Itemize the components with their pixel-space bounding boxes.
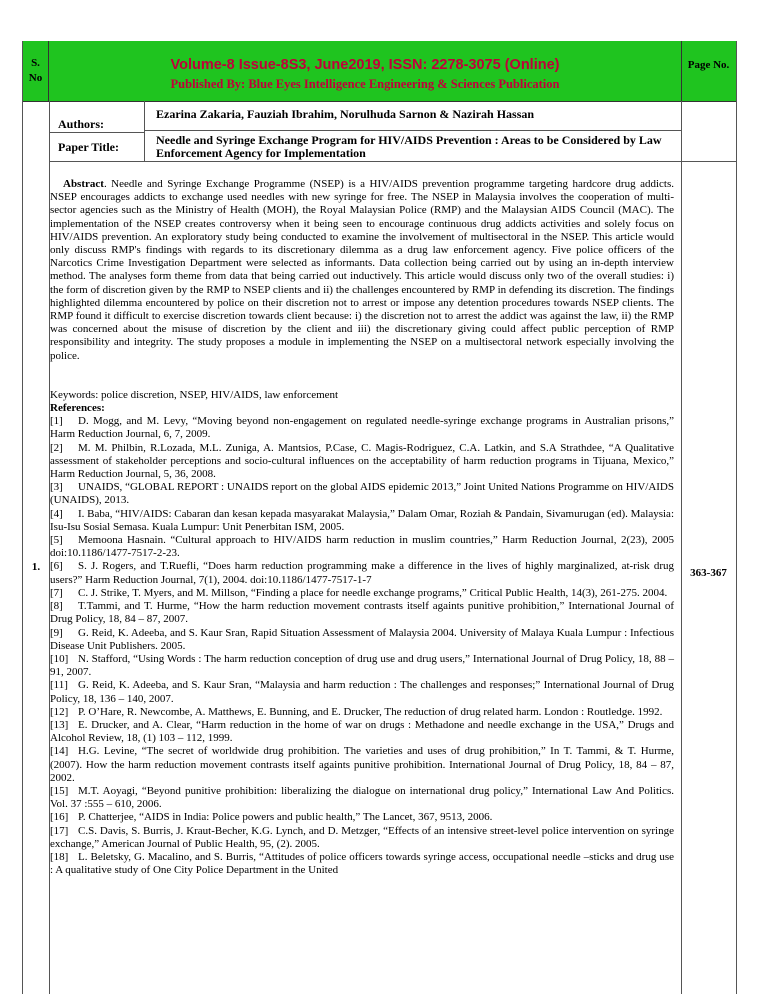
row-divider [49, 161, 736, 162]
page-column-divider [681, 101, 682, 994]
reference-text: UNAIDS, “GLOBAL REPORT : UNAIDS report on the global AIDS epidemic 2013,” Joint United Nations Programme on HIV/AIDS (UNAIDS), 2013. [50, 481, 674, 507]
reference-text: T.Tammi, and T. Hurme, “How the harm reduction movement contrasts itself againts punitive prohibition,” International Journal of Drug Policy, 18, 84 – 87, 2007. [50, 600, 674, 626]
reference-number: [11] [50, 679, 68, 692]
authors-label: Authors: [58, 117, 105, 131]
references-heading: References: [50, 402, 105, 415]
keywords: Keywords: police discretion, NSEP, HIV/AIDS, law enforcement [50, 388, 339, 401]
journal-title: Volume-8 Issue-8S3, June2019, ISSN: 2278-3075 (Online) [170, 57, 560, 73]
abstract [50, 178, 674, 363]
reference-text: G. Reid, K. Adeeba, and S. Kaur Sran, Rapid Situation Assessment of Malaysia 2004. University of Malaya Kuala Lumpur : Infectious Disease Unit Publishers. 2005. [50, 626, 674, 652]
reference-text: M.T. Aoyagi, “Beyond punitive prohibition: liberalizing the dialogue on international drug policy,” International Law And Politics. Vol. 37 :555 – 610, 2006. [50, 784, 674, 811]
reference-text: D. Mogg, and M. Levy, “Moving beyond non-engagement on regulated needle-syringe exchange programs in Australian prisons,” Harm Reduction Journal, 6, 7, 2009. [50, 415, 674, 441]
reference-number: [6] [50, 560, 63, 573]
row-divider [144, 130, 681, 131]
reference-item [50, 587, 674, 600]
reference-item [50, 719, 674, 745]
reference-number: [15] [50, 784, 69, 797]
serial-number: 1. [31, 561, 41, 573]
reference-number: [13] [50, 718, 69, 731]
label-column-divider [144, 101, 145, 161]
abstract-text: . Needle and Syringe Exchange Programme (NSEP) is a HIV/AIDS prevention programme targeting hardcore drug addicts. NSEP encourages addicts to exchange used needles with new syringe for free. The NSEP in Malaysia involves the cooperation of multi-sector agencies such as the Ministry of Health (MOH), the Royal Malaysian Police (RMP) and the Malaysian AIDS Council (MAC). The implementation of the NSEP creates controversy when it being seen to encourage continuous drug addicts activities and solely focus on HIV/AIDS prevention. An exploratory study being conducted to examine the involvement of multisectoral in the NSEP. This article would only discuss RMP's findings with regards to its discretionary dilemma as a drug law enforcement agency. Five police officers of the Narcotics Crime Investigation Department were selected as informants. Data collection being carried out by using an in-depth interview method. The analyses form theme from data that being carried out inductively. This article would discuss only two of the overall studies: i) the form of discretion given by the RMP to NSEP clients and ii) the challenges encountered by RMP in defending its discretion. The findings highlighted dilemma encountered by police on their discretion not to arrest or impose any detention procedures towards NSEP clients. The RMP found it difficult to exercise discretion towards client because: i) the discretion not to arrest the addict was against the law, ii) the RMP was concerned about the misuse of discretion by the client and iii) the discretionary giving could affect public perception of RMP responsibility and integrity. The study proposes a module in implementing the NSEP on a multisectoral network especially involving the police. [50, 178, 674, 362]
reference-item [50, 851, 674, 877]
reference-number: [10] [50, 652, 69, 665]
reference-item [50, 825, 674, 851]
reference-item [50, 627, 674, 653]
reference-text: E. Drucker, and A. Clear, “Harm reduction in the home of war on drugs : Methadone and needle exchange in the USA,” Drugs and Alcohol Review, 18, (1) 103 – 112, 1999. [50, 718, 674, 745]
reference-item [50, 811, 674, 824]
reference-text: Memoona Hasnain. “Cultural approach to HIV/AIDS harm reduction in muslim countries,” Harm Reduction Journal, 2(23), 2005 doi:10.1186/1477-7517-2-23. [50, 534, 674, 560]
reference-number: [2] [50, 441, 63, 454]
reference-number: [4] [50, 507, 63, 520]
table-header [23, 41, 736, 102]
reference-text: N. Stafford, “Using Words : The harm reduction conception of drug use and drug users,” International Journal of Drug Policy, 18, 88 – 91, 2007. [50, 652, 674, 679]
reference-text: H.G. Levine, “The secret of worldwide drug prohibition. The varieties and uses of drug prohibition,” In T. Tammi, & T. Hurme, (2007). How the harm reduction movement contrasts itself againts punitive prohibition. International Journal of Drug Policy, 18, 84 – 87, 2002. [50, 745, 674, 784]
row-divider [49, 132, 144, 133]
reference-text: P. O’Hare, R. Newcombe, A. Matthews, E. Bunning, and E. Drucker, The reduction of drug related harm. London : Routledge. 1992. [78, 705, 663, 718]
reference-item [50, 653, 674, 679]
reference-number: [8] [50, 600, 63, 613]
reference-number: [1] [50, 415, 63, 428]
reference-text: C. J. Strike, T. Myers, and M. Millson, “Finding a place for needle exchange programs,” Critical Public Health, 14(3), 261-275. 2004. [78, 586, 668, 599]
paper-content [50, 178, 674, 877]
reference-number: [14] [50, 745, 69, 758]
reference-number: [7] [50, 586, 63, 599]
reference-item [50, 534, 674, 560]
references-list [50, 415, 674, 877]
reference-text: I. Baba, “HIV/AIDS: Cabaran dan kesan kepada masyarakat Malaysia,” Dalam Omar, Roziah & Pandain, Sivamurugan (ed). Malaysia: Isu-Isu Sosial Semasa. Kuala Lumpur: Unit Penerbitan ISM, 2005. [50, 507, 674, 533]
reference-item [50, 481, 674, 507]
reference-text: G. Reid, K. Adeeba, and S. Kaur Sran, “Malaysia and harm reduction : The challenges and responses;” International Journal of Drug Policy, 18, 136 – 140, 2007. [50, 679, 674, 705]
reference-item [50, 415, 674, 441]
reference-item [50, 442, 674, 482]
reference-text: L. Beletsky, G. Macalino, and S. Burris, “Attitudes of police officers towards syringe access, occupational needle –sticks and drug use : A qualitative study of One City Police Department in the United [50, 850, 674, 877]
paper-title-label: Paper Title: [58, 140, 119, 154]
sno-column-header: S. No [23, 41, 49, 101]
abstract-label: Abstract [63, 178, 104, 190]
reference-text: S. J. Rogers, and T.Ruefli, “Does harm reduction programming make a difference in the lives of highly marginalized, at-risk drug users?” Harm Reduction Journal, 7(1), 2004. doi:10.1186/1477-7517-1-7 [50, 560, 674, 586]
reference-item [50, 706, 674, 719]
page-column-header: Page No. [687, 59, 730, 71]
reference-number: [5] [50, 534, 63, 547]
reference-number: [17] [50, 824, 69, 837]
reference-number: [9] [50, 626, 63, 639]
reference-item [50, 679, 674, 705]
reference-number: [16] [50, 811, 69, 824]
reference-text: M. M. Philbin, R.Lozada, M.L. Zuniga, A. Mantsios, P.Case, C. Magis-Rodriguez, C.A. Latkin, and S.A Strathdee, “A Qualitative assessment of stakeholder perceptions and socio-cultural influences on the acceptability of harm reduction programs in Tijuana, Mexico,” Harm Reduction Journal, 5, 36, 2008. [50, 441, 674, 481]
journal-header [49, 41, 682, 101]
page-range: 363-367 [690, 567, 727, 579]
reference-item [50, 785, 674, 811]
document-page [22, 41, 737, 994]
reference-item [50, 745, 674, 785]
reference-number: [12] [50, 705, 69, 718]
reference-item [50, 560, 674, 586]
reference-number: [18] [50, 850, 69, 863]
reference-text: P. Chatterjee, “AIDS in India: Police powers and public health,” The Lancet, 367, 9513, 2006. [78, 811, 493, 824]
reference-text: C.S. Davis, S. Burris, J. Kraut-Becher, K.G. Lynch, and D. Metzger, “Effects of an intensive street-level police intervention on syringe exchange,” American Journal of Public Health, 95, (2). 2005. [50, 824, 674, 850]
reference-item [50, 508, 674, 534]
authors-value: Ezarina Zakaria, Fauziah Ibrahim, Norulhuda Sarnon & Nazirah Hassan [156, 107, 535, 121]
reference-item [50, 600, 674, 626]
reference-number: [3] [50, 481, 63, 494]
paper-title-value: Needle and Syringe Exchange Program for HIV/AIDS Prevention : Areas to be Considered by Law Enforcement Agency for Implementation [156, 133, 662, 160]
publisher-line: Published By: Blue Eyes Intelligence Engineering & Sciences Publication [170, 77, 560, 91]
